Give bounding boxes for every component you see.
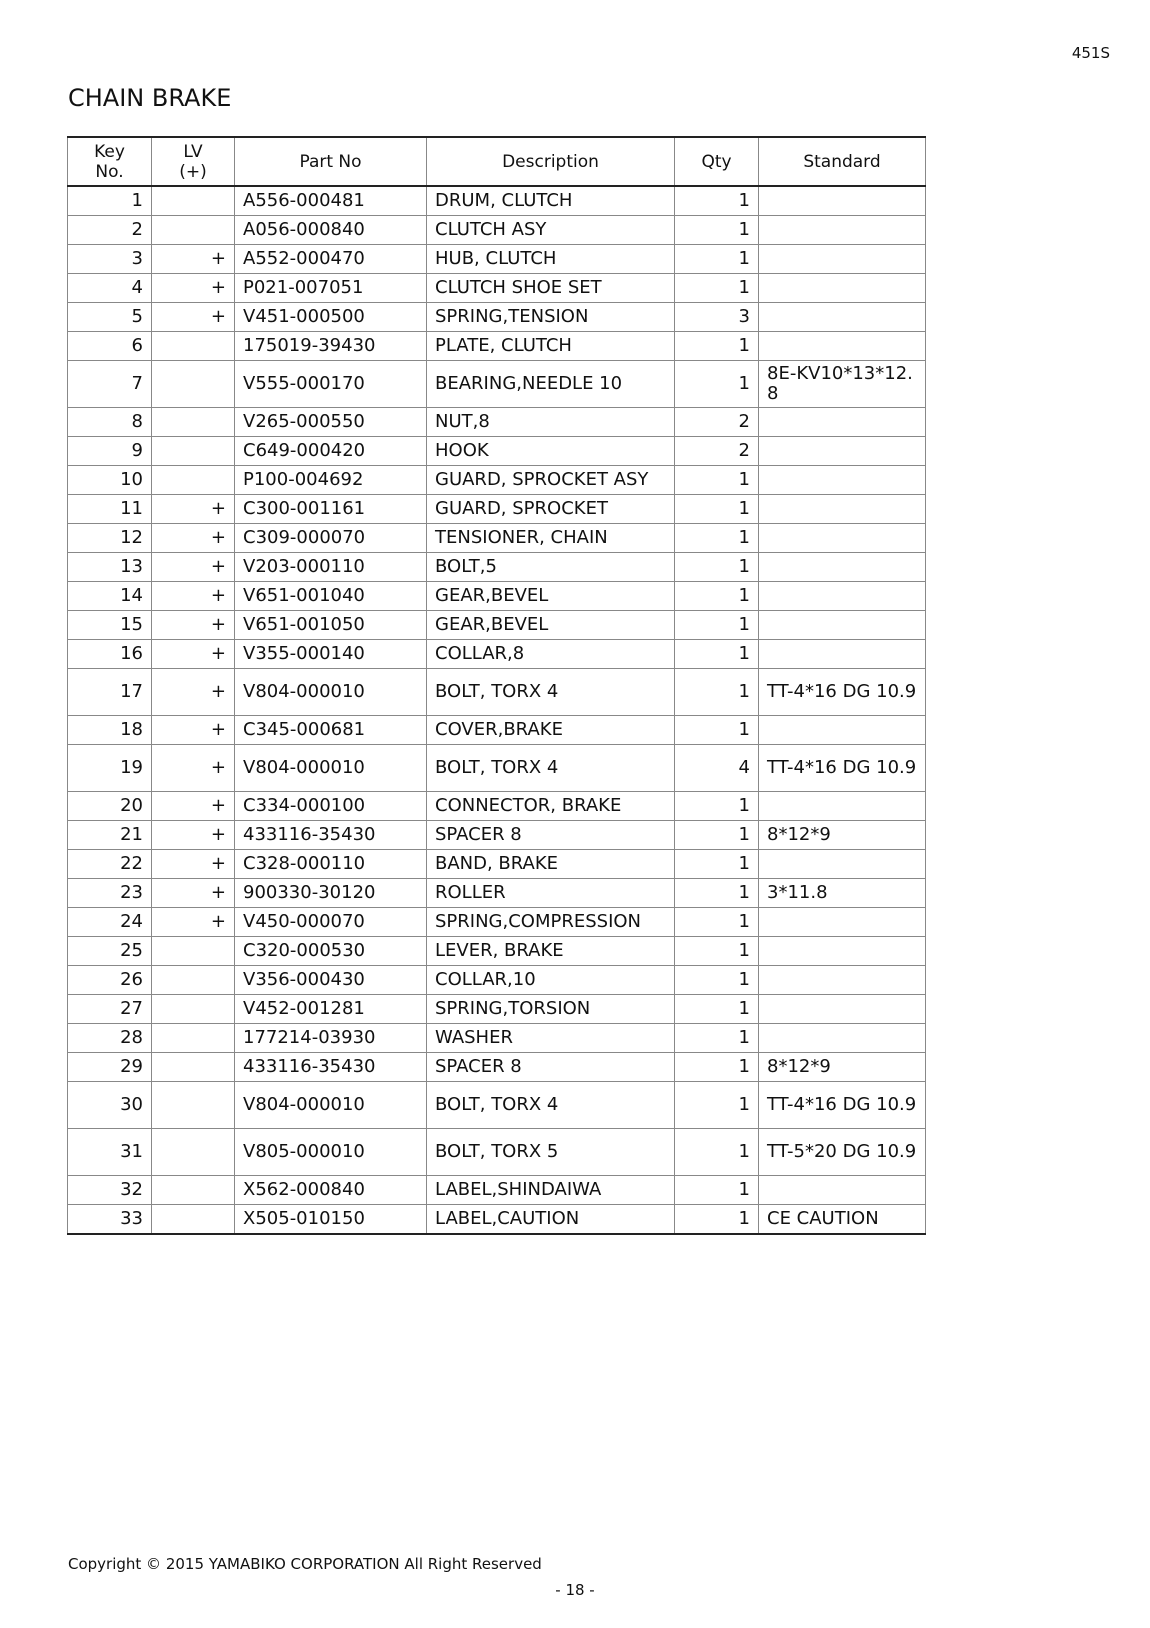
cell-lv: + [152, 745, 235, 792]
cell-key-no: 5 [68, 303, 152, 332]
cell-qty: 2 [675, 437, 759, 466]
table-row [68, 1082, 926, 1129]
cell-standard: TT-5*20 DG 10.9 [759, 1129, 926, 1176]
cell-lv [152, 216, 235, 245]
cell-standard [759, 524, 926, 553]
table-row [68, 1129, 926, 1176]
table-row [68, 274, 926, 303]
cell-qty: 1 [675, 821, 759, 850]
cell-description: HUB, CLUTCH [427, 245, 675, 274]
cell-qty: 1 [675, 792, 759, 821]
cell-qty: 1 [675, 495, 759, 524]
cell-qty: 1 [675, 466, 759, 495]
cell-qty: 1 [675, 1205, 759, 1235]
table-row [68, 437, 926, 466]
cell-key-no: 16 [68, 640, 152, 669]
cell-qty: 1 [675, 332, 759, 361]
cell-standard [759, 553, 926, 582]
table-row [68, 995, 926, 1024]
cell-standard: 8*12*9 [759, 1053, 926, 1082]
cell-standard: 8*12*9 [759, 821, 926, 850]
cell-description: COLLAR,8 [427, 640, 675, 669]
header-lv-line1: LV [183, 141, 203, 162]
table-row [68, 495, 926, 524]
cell-qty: 1 [675, 908, 759, 937]
cell-qty: 1 [675, 1176, 759, 1205]
cell-key-no: 19 [68, 745, 152, 792]
cell-key-no: 11 [68, 495, 152, 524]
cell-part-no: V651-001050 [235, 611, 427, 640]
cell-key-no: 23 [68, 879, 152, 908]
cell-standard: TT-4*16 DG 10.9 [759, 745, 926, 792]
cell-description: SPRING,TENSION [427, 303, 675, 332]
cell-standard [759, 1176, 926, 1205]
cell-description: COVER,BRAKE [427, 716, 675, 745]
table-row [68, 611, 926, 640]
cell-lv: + [152, 553, 235, 582]
header-qty: Qty [675, 137, 759, 186]
cell-lv: + [152, 821, 235, 850]
cell-standard [759, 495, 926, 524]
cell-part-no: V356-000430 [235, 966, 427, 995]
cell-key-no: 1 [68, 186, 152, 216]
cell-part-no: 177214-03930 [235, 1024, 427, 1053]
cell-qty: 1 [675, 216, 759, 245]
cell-qty: 1 [675, 879, 759, 908]
header-standard: Standard [759, 137, 926, 186]
header-key-no [68, 137, 152, 186]
cell-key-no: 31 [68, 1129, 152, 1176]
cell-part-no: V804-000010 [235, 745, 427, 792]
cell-lv [152, 1024, 235, 1053]
cell-lv: + [152, 850, 235, 879]
cell-qty: 1 [675, 1129, 759, 1176]
table-row [68, 908, 926, 937]
cell-qty: 1 [675, 640, 759, 669]
cell-standard [759, 408, 926, 437]
cell-description: HOOK [427, 437, 675, 466]
cell-part-no: V651-001040 [235, 582, 427, 611]
table-row [68, 937, 926, 966]
cell-key-no: 29 [68, 1053, 152, 1082]
cell-part-no: C334-000100 [235, 792, 427, 821]
cell-qty: 1 [675, 186, 759, 216]
cell-standard [759, 437, 926, 466]
cell-qty: 1 [675, 524, 759, 553]
cell-part-no: X562-000840 [235, 1176, 427, 1205]
cell-description: BOLT, TORX 4 [427, 1082, 675, 1129]
cell-key-no: 14 [68, 582, 152, 611]
cell-qty: 1 [675, 716, 759, 745]
cell-description: COLLAR,10 [427, 966, 675, 995]
cell-part-no: P100-004692 [235, 466, 427, 495]
cell-lv [152, 966, 235, 995]
cell-part-no: V355-000140 [235, 640, 427, 669]
cell-description: PLATE, CLUTCH [427, 332, 675, 361]
cell-qty: 1 [675, 274, 759, 303]
cell-description: LEVER, BRAKE [427, 937, 675, 966]
cell-lv: + [152, 611, 235, 640]
cell-qty: 1 [675, 361, 759, 408]
cell-part-no: A056-000840 [235, 216, 427, 245]
cell-key-no: 17 [68, 669, 152, 716]
cell-description: BOLT, TORX 5 [427, 1129, 675, 1176]
cell-key-no: 21 [68, 821, 152, 850]
cell-lv: + [152, 640, 235, 669]
cell-lv [152, 332, 235, 361]
cell-standard [759, 716, 926, 745]
cell-lv [152, 186, 235, 216]
cell-key-no: 30 [68, 1082, 152, 1129]
cell-description: BOLT, TORX 4 [427, 745, 675, 792]
cell-lv [152, 437, 235, 466]
cell-lv [152, 995, 235, 1024]
cell-description: CLUTCH SHOE SET [427, 274, 675, 303]
cell-standard: CE CAUTION [759, 1205, 926, 1235]
cell-description: CONNECTOR, BRAKE [427, 792, 675, 821]
table-row [68, 245, 926, 274]
cell-key-no: 15 [68, 611, 152, 640]
cell-lv: + [152, 879, 235, 908]
cell-lv [152, 408, 235, 437]
cell-standard [759, 995, 926, 1024]
cell-qty: 1 [675, 611, 759, 640]
cell-key-no: 26 [68, 966, 152, 995]
table-row [68, 216, 926, 245]
parts-table-body [68, 186, 926, 1234]
cell-lv [152, 1176, 235, 1205]
cell-description: CLUTCH ASY [427, 216, 675, 245]
cell-qty: 1 [675, 1024, 759, 1053]
cell-lv: + [152, 908, 235, 937]
cell-description: LABEL,SHINDAIWA [427, 1176, 675, 1205]
cell-part-no: V805-000010 [235, 1129, 427, 1176]
cell-description: GUARD, SPROCKET [427, 495, 675, 524]
cell-description: BOLT, TORX 4 [427, 669, 675, 716]
cell-lv [152, 466, 235, 495]
cell-qty: 2 [675, 408, 759, 437]
cell-part-no: V265-000550 [235, 408, 427, 437]
cell-part-no: 433116-35430 [235, 821, 427, 850]
cell-standard [759, 1024, 926, 1053]
cell-key-no: 32 [68, 1176, 152, 1205]
cell-description: SPRING,COMPRESSION [427, 908, 675, 937]
cell-part-no: V451-000500 [235, 303, 427, 332]
cell-standard [759, 937, 926, 966]
header-lv [152, 137, 235, 186]
cell-lv: + [152, 245, 235, 274]
table-row [68, 1205, 926, 1235]
cell-lv: + [152, 716, 235, 745]
cell-qty: 1 [675, 966, 759, 995]
cell-description: TENSIONER, CHAIN [427, 524, 675, 553]
cell-key-no: 28 [68, 1024, 152, 1053]
parts-table [67, 136, 926, 1235]
cell-standard: TT-4*16 DG 10.9 [759, 1082, 926, 1129]
cell-key-no: 18 [68, 716, 152, 745]
cell-qty: 1 [675, 553, 759, 582]
cell-qty: 1 [675, 1082, 759, 1129]
cell-qty: 1 [675, 669, 759, 716]
cell-lv: + [152, 669, 235, 716]
table-row [68, 879, 926, 908]
cell-qty: 3 [675, 303, 759, 332]
cell-description: DRUM, CLUTCH [427, 186, 675, 216]
cell-standard [759, 245, 926, 274]
table-row [68, 408, 926, 437]
cell-description: GUARD, SPROCKET ASY [427, 466, 675, 495]
table-row [68, 361, 926, 408]
cell-part-no: V452-001281 [235, 995, 427, 1024]
page-number: - 18 - [555, 1581, 595, 1599]
cell-key-no: 13 [68, 553, 152, 582]
cell-description: LABEL,CAUTION [427, 1205, 675, 1235]
table-row [68, 821, 926, 850]
cell-standard [759, 216, 926, 245]
cell-part-no: 900330-30120 [235, 879, 427, 908]
cell-part-no: 433116-35430 [235, 1053, 427, 1082]
cell-lv [152, 1082, 235, 1129]
table-row [68, 1176, 926, 1205]
cell-standard [759, 908, 926, 937]
copyright-notice: Copyright © 2015 YAMABIKO CORPORATION All Right Reserved [68, 1555, 542, 1573]
cell-description: ROLLER [427, 879, 675, 908]
table-row [68, 716, 926, 745]
cell-key-no: 22 [68, 850, 152, 879]
cell-standard [759, 850, 926, 879]
cell-standard [759, 611, 926, 640]
cell-description: SPACER 8 [427, 1053, 675, 1082]
cell-key-no: 4 [68, 274, 152, 303]
table-row [68, 792, 926, 821]
cell-standard: 3*11.8 [759, 879, 926, 908]
table-row [68, 582, 926, 611]
cell-lv [152, 937, 235, 966]
cell-lv: + [152, 792, 235, 821]
cell-description: BAND, BRAKE [427, 850, 675, 879]
cell-qty: 1 [675, 850, 759, 879]
table-row [68, 640, 926, 669]
model-code: 451S [1071, 44, 1110, 62]
table-row [68, 669, 926, 716]
cell-part-no: C320-000530 [235, 937, 427, 966]
cell-description: BEARING,NEEDLE 10 [427, 361, 675, 408]
cell-description: BOLT,5 [427, 553, 675, 582]
cell-key-no: 20 [68, 792, 152, 821]
cell-qty: 1 [675, 937, 759, 966]
cell-part-no: V804-000010 [235, 1082, 427, 1129]
cell-part-no: V450-000070 [235, 908, 427, 937]
cell-standard: 8E-KV10*13*12.8 [759, 361, 926, 408]
cell-key-no: 27 [68, 995, 152, 1024]
cell-key-no: 7 [68, 361, 152, 408]
table-row [68, 186, 926, 216]
table-row [68, 1053, 926, 1082]
cell-part-no: 175019-39430 [235, 332, 427, 361]
cell-part-no: C345-000681 [235, 716, 427, 745]
cell-lv: + [152, 582, 235, 611]
cell-standard: TT-4*16 DG 10.9 [759, 669, 926, 716]
table-row [68, 303, 926, 332]
cell-key-no: 2 [68, 216, 152, 245]
header-key-line1: Key [94, 141, 125, 162]
table-row [68, 850, 926, 879]
cell-part-no: V203-000110 [235, 553, 427, 582]
cell-lv [152, 1129, 235, 1176]
cell-standard [759, 186, 926, 216]
cell-qty: 4 [675, 745, 759, 792]
parts-table-header [68, 137, 926, 186]
cell-part-no: C328-000110 [235, 850, 427, 879]
cell-key-no: 6 [68, 332, 152, 361]
cell-lv [152, 1205, 235, 1235]
cell-description: WASHER [427, 1024, 675, 1053]
cell-part-no: C649-000420 [235, 437, 427, 466]
cell-part-no: V804-000010 [235, 669, 427, 716]
cell-standard [759, 966, 926, 995]
cell-part-no: A552-000470 [235, 245, 427, 274]
cell-key-no: 33 [68, 1205, 152, 1235]
cell-lv [152, 361, 235, 408]
cell-part-no: V555-000170 [235, 361, 427, 408]
cell-standard [759, 792, 926, 821]
cell-part-no: X505-010150 [235, 1205, 427, 1235]
table-row [68, 745, 926, 792]
table-row [68, 524, 926, 553]
cell-description: GEAR,BEVEL [427, 582, 675, 611]
cell-qty: 1 [675, 995, 759, 1024]
page-title: CHAIN BRAKE [68, 84, 232, 112]
cell-lv: + [152, 274, 235, 303]
header-lv-line2: (+) [179, 161, 207, 182]
table-row [68, 553, 926, 582]
table-row [68, 466, 926, 495]
cell-standard [759, 640, 926, 669]
cell-lv: + [152, 495, 235, 524]
header-key-line2: No. [95, 161, 124, 182]
cell-part-no: P021-007051 [235, 274, 427, 303]
cell-standard [759, 332, 926, 361]
cell-lv: + [152, 303, 235, 332]
cell-key-no: 9 [68, 437, 152, 466]
header-description: Description [427, 137, 675, 186]
table-row [68, 966, 926, 995]
cell-standard [759, 303, 926, 332]
cell-qty: 1 [675, 582, 759, 611]
cell-qty: 1 [675, 245, 759, 274]
cell-key-no: 12 [68, 524, 152, 553]
cell-standard [759, 582, 926, 611]
cell-lv [152, 1053, 235, 1082]
cell-description: GEAR,BEVEL [427, 611, 675, 640]
cell-standard [759, 274, 926, 303]
cell-qty: 1 [675, 1053, 759, 1082]
cell-key-no: 25 [68, 937, 152, 966]
cell-lv: + [152, 524, 235, 553]
cell-standard [759, 466, 926, 495]
table-row [68, 1024, 926, 1053]
cell-part-no: A556-000481 [235, 186, 427, 216]
cell-key-no: 10 [68, 466, 152, 495]
header-part-no: Part No [235, 137, 427, 186]
cell-description: SPACER 8 [427, 821, 675, 850]
cell-key-no: 24 [68, 908, 152, 937]
table-row [68, 332, 926, 361]
cell-key-no: 3 [68, 245, 152, 274]
cell-key-no: 8 [68, 408, 152, 437]
cell-part-no: C300-001161 [235, 495, 427, 524]
cell-part-no: C309-000070 [235, 524, 427, 553]
cell-description: SPRING,TORSION [427, 995, 675, 1024]
cell-description: NUT,8 [427, 408, 675, 437]
